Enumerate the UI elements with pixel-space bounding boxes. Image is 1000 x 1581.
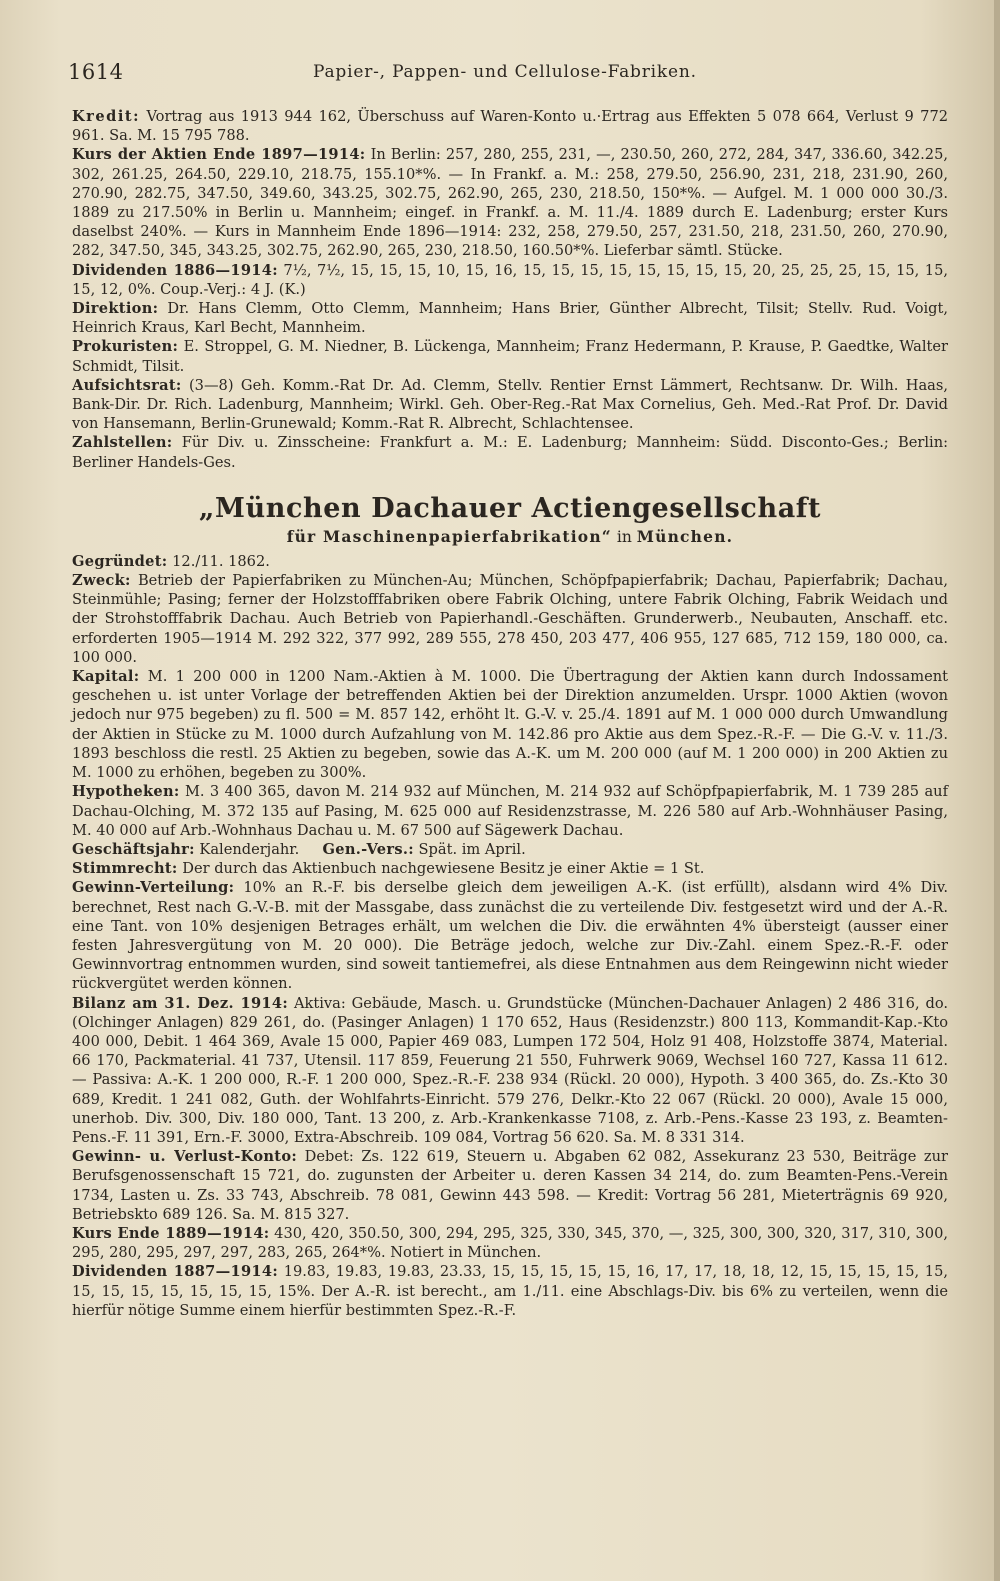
stimmrecht-label: Stimmrecht: [72,860,178,878]
kurs-entry [72,1224,948,1262]
geschaeftsjahr-entry [72,840,948,859]
bilanz-label: Bilanz am 31. Dez. 1914: [72,994,289,1012]
dividenden-entry [72,1262,948,1320]
geschaeftsjahr-label: Geschäftsjahr: [72,840,195,858]
stimmrecht-entry [72,859,948,878]
company-heading [72,492,948,548]
direktion-label: Direktion: [72,300,159,318]
prokuristen-text: E. Stroppel, G. M. Niedner, B. Lückenga, Mannheim; Franz Hedermann, P. Krause, P. Gaedtke, Walter Schmidt, Tilsit. [72,338,948,375]
dividenden-entry-prev [72,261,948,299]
company-subtitle [72,526,948,548]
bilanz-entry [72,994,948,1148]
guv-entry [72,1147,948,1224]
genvers-text: Spät. im April. [418,840,526,858]
direktion-entry [72,299,948,337]
aufsichtsrat-text: (3—8) Geh. Komm.-Rat Dr. Ad. Clemm, Stellv. Rentier Ernst Lämmert, Rechtsanw. Dr. Wilh. Haas, Bank-Dir. Dr. Rich. Ladenburg, Mannheim; Wirkl. Geh. Ober-Reg.-Rat Max Cornelius, Geh. Med.-Rat Prof. Dr. David von Hansemann, Berlin-Grunewald; Komm.-Rat R. Albrecht, Schlachtensee. [72,376,948,433]
dividenden-text: 19.83, 19.83, 19.83, 23.33, 15, 15, 15, 15, 15, 16, 17, 17, 18, 18, 12, 15, 15, 15, 15, 15, 15, 15, 15, 15, 15, 15, 15, 15%. Der A.-R. ist berecht., am 1./11. eine Abschlags-Div. bis 6% zu verteilen, wenn die hierfür nötige Summe einem hierfür bestimmten Spez.-R.-F. [72,1263,948,1319]
bilanz-text: Aktiva: Gebäude, Masch. u. Grundstücke (München-Dachauer Anlagen) 2 486 316, do. (Olchinger Anlagen) 829 261, do. (Pasinger Anlagen) 1 170 652, Haus (Residenzstr.) 800 113, Kommandit-Kap.-Kto 400 000, Debit. 1 464 369, Avale 15 000, Papier 469 083, Lumpen 172 504, Holz 91 408, Holzstoffe 3874, Material. 66 170, Packmaterial. 41 737, Utensil. 117 859, Feuerung 21 550, Fuhrwerk 9069, Wechsel 160 727, Kassa 11 612. — Passiva: A.-K. 1 200 000, R.-F. 1 200 000, Spez.-R.-F. 238 934 (Rückl. 20 000), Hypoth. 3 400 365, do. Zs.-Kto 30 689, Kredit. 1 241 082, Guth. der Wohlfahrts-Einricht. 579 276, Delkr.-Kto 22 067 (Rückl. 20 000), Avale 15 000, unerhob. Div. 300, Div. 180 000, Tant. 13 200, z. Arb.-Krankenkasse 7108, z. Arb.-Pens.-Kasse 23 193, z. Beamten-Pens.-F. 11 391, Ern.-F. 3000, Extra-Abschreib. 109 084, Vortrag 56 620. Sa. M. 8 331 314. [72,994,949,1146]
kurs-text-prev: In Berlin: 257, 280, 255, 231, —, 230.50, 260, 272, 284, 347, 336.60, 342.25, 302, 261.25, 264.50, 229.10, 218.75, 155.10*%. — In Frankf. a. M.: 258, 279.50, 256.90, 231, 218, 231.90, 260, 270.90, 282.75, 347.50, 349.60, 343.25, 302.75, 262.90, 265, 230, 218.50, 150*%. — Aufgel. M. 1 000 000 30./3. 1889 zu 217.50% in Berlin u. Mannheim; eingef. in Frankf. a. M. 11./4. 1889 durch E. Ladenburg; erster Kurs daselbst 240%. — Kurs in Mannheim Ende 1896—1914: 232, 258, 279.50, 257, 231.50, 218, 231.50, 260, 270.90, 282, 347.50, 345, 343.25, 302.75, 262.90, 265, 230, 218.50, 160.50*%. Lieferbar sämtl. Stücke. [72,146,948,260]
kredit-entry [72,107,948,145]
kapital-label: Kapital: [72,668,140,686]
zahlstellen-entry [72,433,948,471]
gewinnverteilung-label: Gewinn-Verteilung: [72,879,235,897]
dividenden-text-prev: 7½, 7½, 15, 15, 15, 10, 15, 16, 15, 15, 15, 15, 15, 15, 15, 15, 20, 25, 25, 25, 15, 15, 15, 15, 12, 0%. Coup.-Verj.: 4 J. (K.) [72,261,948,298]
hypotheken-text: M. 3 400 365, davon M. 214 932 auf München, M. 214 932 auf Schöpfpapierfabrik, M. 1 739 285 auf Dachau-Olching, M. 372 135 auf Pasing, M. 625 000 auf Residenzstrasse, M. 226 580 auf Arb.-Wohnhäuser Pasing, M. 40 000 auf Arb.-Wohnhaus Dachau u. M. 67 500 auf Sägewerk Dachau. [72,783,948,839]
prokuristen-label: Prokuristen: [72,338,179,356]
page-body [72,107,948,1320]
aufsichtsrat-entry [72,376,948,434]
prokuristen-entry [72,337,948,375]
kurs-label: Kurs Ende 1889—1914: [72,1224,270,1242]
gegruendet-text: 12./11. 1862. [172,552,270,570]
gewinnverteilung-text: 10% an R.-F. bis derselbe gleich dem jeweiligen A.-K. (ist erfüllt), alsdann wird 4% Div. berechnet, Rest nach G.-V.-B. mit der Massgabe, dass zunächst die zu verteilende Div. festgesetzt wird und der A.-R. eine Tant. von 10% desjenigen Betrages erhält, um welchen die Div. die erwähnten 4% übersteigt (ausser einer festen Jahresvergütung von M. 20 000). Die Beträge jedoch, welche zur Div.-Zahl. einem Spez.-R.-F. oder Gewinnvortrag entnommen wurden, sind soweit tantiemefrei, als diese Entnahmen aus dem Reingewinn nicht wieder rückvergütet werden können. [72,879,948,993]
guv-label: Gewinn- u. Verlust-Konto: [72,1148,298,1166]
company-subtitle-bold: für Maschinenpapierfabrikation“ [286,526,612,546]
company-title: „München Dachauer Actiengesellschaft [198,492,822,524]
geschaeftsjahr-text: Kalenderjahr. [199,840,300,858]
stimmrecht-text: Der durch das Aktienbuch nachgewiesene Besitz je einer Aktie = 1 St. [182,860,705,878]
gewinnverteilung-entry [72,878,948,993]
page-edge [994,0,1000,1581]
genvers-label: Gen.-Vers.: [322,840,414,858]
page-number: 1614 [68,60,124,84]
dividenden-label-prev: Dividenden 1886—1914: [72,261,278,279]
kurs-text: 430, 420, 350.50, 300, 294, 295, 325, 330, 345, 370, —, 325, 300, 300, 320, 317, 310, 300, 295, 280, 295, 297, 297, 283, 265, 264*%. Notiert in München. [72,1224,949,1262]
dividenden-label: Dividenden 1887—1914: [72,1263,279,1281]
kurs-entry-prev [72,145,948,260]
aufsichtsrat-label: Aufsichtsrat: [72,376,182,394]
gegruendet-entry [72,552,948,571]
direktion-text: Dr. Hans Clemm, Otto Clemm, Mannheim; Hans Brier, Günther Albrecht, Tilsit; Stellv. Rud. Voigt, Heinrich Kraus, Karl Becht, Mannheim. [72,300,949,337]
kurs-label-prev: Kurs der Aktien Ende 1897—1914: [72,146,366,164]
zahlstellen-label: Zahlstellen: [72,434,173,452]
zahlstellen-text: Für Div. u. Zinsscheine: Frankfurt a. M.: E. Ladenburg; Mannheim: Südd. Disconto-Ges.; Berlin: Berliner Handels-Ges. [72,434,949,471]
hypotheken-entry [72,782,948,840]
zweck-entry [72,571,948,667]
zweck-text: Betrieb der Papierfabriken zu München-Au; München, Schöpfpapierfabrik; Dachau, Papierfabrik; Dachau, Steinmühle; Pasing; ferner der Holzstofffabriken obere Fabrik Olching, untere Fabrik Olching, Fabrik Weidach und der Strohstofffabrik Dachau. Auch Betrieb von Papierhandl.-Geschäften. Grunderwerb., Neubauten, Anschaff. etc. erforderten 1905—1914 M. 292 322, 377 992, 289 555, 278 450, 203 477, 406 955, 127 685, 712 159, 180 000, ca. 100 000. [72,572,948,666]
page-header [68,60,940,90]
kapital-text: M. 1 200 000 in 1200 Nam.-Aktien à M. 1000. Die Übertragung der Aktien kann durch Indossament geschehen u. ist unter Vorlage der betreffenden Aktien bei der Direktion anzumelden. Urspr. 1000 Aktien (wovon jedoch nur 975 begeben) zu fl. 500 = M. 857 142, erhöht lt. G.-V. v. 25./4. 1891 auf M. 1 000 000 durch Umwandlung der Aktien in Stücke zu M. 1000 durch Aufzahlung von M. 142.86 pro Aktie aus dem Spez.-R.-F. — Die G.-V. v. 11./3. 1893 beschloss die restl. 25 Aktien zu begeben, sowie das A.-K. um M. 200 000 (auf M. 1 200 000) in 200 Aktien zu M. 1000 zu erhöhen, begeben zu 300%. [72,668,948,782]
guv-text: Debet: Zs. 122 619, Steuern u. Abgaben 62 082, Assekuranz 23 530, Beiträge zur Berufsgenossenschaft 15 721, do. zugunsten der Arbeiter u. deren Kassen 34 214, do. zum Beamten-Pens.-Verein 1734, Lasten u. Zs. 33 743, Abschreib. 78 081, Gewinn 443 598. — Kredit: Vortrag 56 281, Mieterträgnis 69 920, Betriebskto 689 126. Sa. M. 815 327. [72,1148,948,1223]
kapital-entry [72,667,948,782]
company-subtitle-city: München. [636,526,734,546]
kredit-label: Kredit: [72,108,141,125]
company-subtitle-in: in [616,527,632,546]
gegruendet-label: Gegründet: [72,552,168,570]
running-title: Papier-, Pappen- und Cellulose-Fabriken. [313,62,697,82]
kredit-text: Vortrag aus 1913 944 162, Überschuss auf Waren-Konto u.·Ertrag aus Effekten 5 078 664, Verlust 9 772 961. Sa. M. 15 795 788. [72,108,949,145]
hypotheken-label: Hypotheken: [72,783,180,801]
zweck-label: Zweck: [72,572,131,590]
